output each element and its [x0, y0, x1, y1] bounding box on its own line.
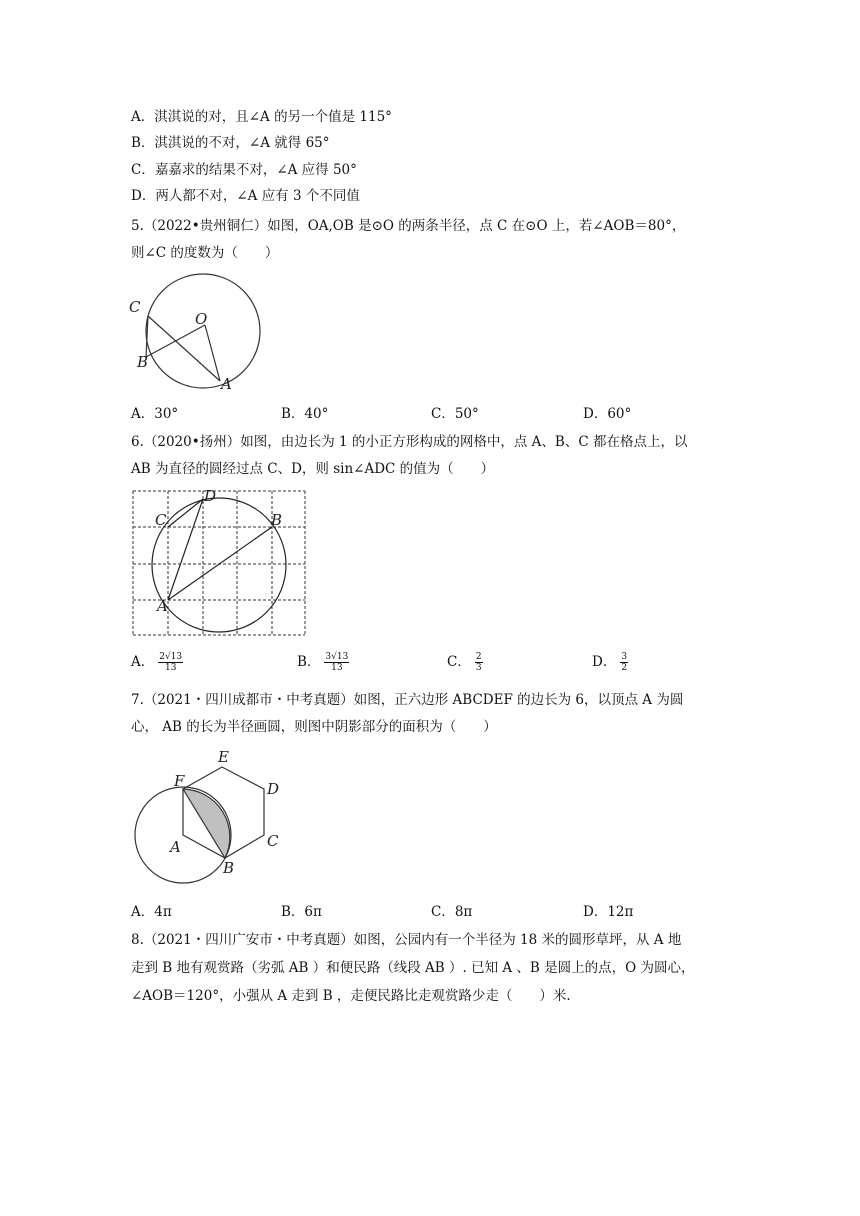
q5-label-b: B [137, 353, 149, 371]
q5-label-c: C [129, 298, 141, 316]
q7-figure [131, 746, 291, 878]
q6-label-d: D [204, 487, 217, 505]
q5-stem-line1: 5.（2022•贵州铜仁）如图，OA,OB 是⊙O 的两条半径，点 C 在⊙O 上，若∠AOB＝80°， [131, 218, 686, 234]
q8-stem-line2: 走到 B 地有观赏路（劣弧 AB ）和便民路（线段 AB ）. 已知 A 、B 是圆上的点，O 为圆心， [131, 960, 695, 976]
q4-option-c: C．嘉嘉求的结果不对，∠A 应得 50° [131, 162, 357, 178]
q4-option-b: B．淇淇说的不对，∠A 就得 65° [131, 135, 330, 151]
q6-label-b: B [271, 511, 283, 529]
q7-label-d: D [267, 780, 280, 798]
q5-stem-line2: 则∠C 的度数为（ ） [131, 245, 279, 261]
q7-label-e: E [218, 748, 229, 766]
q6-option-a: A． $\frac{2√13}{13}$ [131, 652, 183, 673]
q5-label-a: A [221, 375, 232, 393]
q5-figure [125, 285, 265, 400]
q7-stem-line1: 7.（2021・四川成都市・中考真题）如图，正六边形 ABCDEF 的边长为 6，以顶点 A 为圆 [131, 692, 684, 708]
q4-option-d: D．两人都不对，∠A 应有 3 个不同值 [131, 188, 360, 204]
q7-label-c: C [267, 832, 279, 850]
q6-option-d: D． $\frac{3}{2}$ [592, 652, 628, 673]
q7-option-c: C．8π [431, 904, 473, 920]
q6-option-b: B． $\frac{3√13}{13}$ [297, 652, 349, 673]
q8-stem-line3: ∠AOB＝120°，小强从 A 走到 B ，走便民路比走观赏路少走（ ）米. [131, 988, 571, 1004]
q6-label-a: A [157, 597, 168, 615]
q8-stem-line1: 8.（2021・四川广安市・中考真题）如图，公园内有一个半径为 18 米的圆形草坪，从 A 地 [131, 932, 682, 948]
q6-stem-line2: AB 为直径的圆经过点 C、D，则 sin∠ADC 的值为（ ） [131, 461, 495, 477]
q5-option-b: B．40° [281, 406, 329, 422]
q7-stem-line2: 心， AB 的长为半径画圆，则图中阴影部分的面积为（ ） [131, 719, 497, 735]
q7-label-b: B [223, 859, 235, 877]
q6-circle [152, 498, 286, 632]
q6-label-c: C [155, 511, 167, 529]
q6-option-c: C． $\frac{2}{3}$ [447, 652, 482, 673]
q7-option-b: B．6π [281, 904, 322, 920]
q6-figure [131, 489, 307, 637]
q7-label-a: A [170, 838, 181, 856]
q7-label-f: F [174, 772, 185, 790]
q5-option-d: D．60° [583, 406, 632, 422]
q7-option-a: A．4π [131, 904, 172, 920]
q5-option-a: A．30° [131, 406, 179, 422]
q6-stem-line1: 6.（2020•扬州）如图，由边长为 1 的小正方形构成的网格中，点 A、B、C 都在格点上，以 [131, 434, 688, 450]
q7-option-d: D．12π [583, 904, 634, 920]
q5-circle [146, 274, 260, 388]
q4-option-a: A．淇淇说的对，且∠A 的另一个值是 115° [131, 109, 392, 125]
q5-label-o: O [195, 310, 208, 328]
q5-option-c: C．50° [431, 406, 479, 422]
